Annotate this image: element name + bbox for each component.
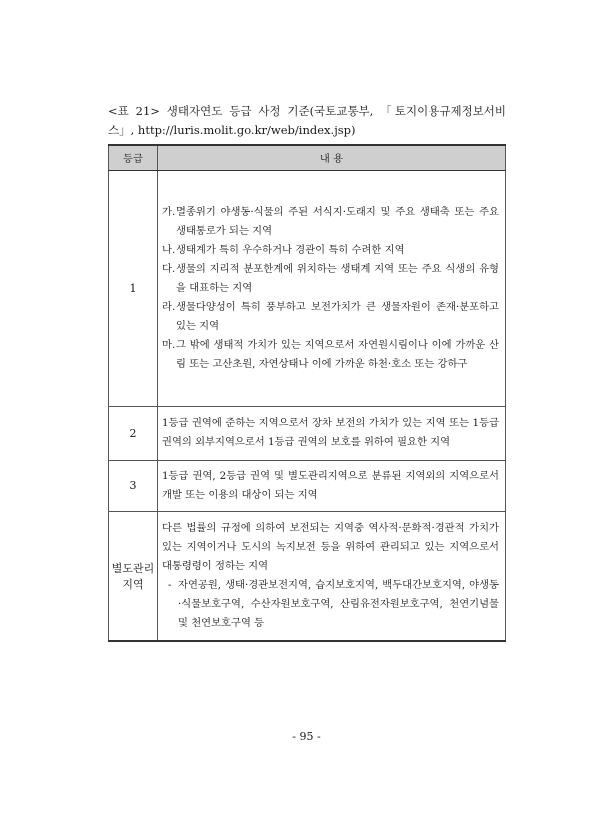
content-cell	[158, 170, 506, 406]
grade-criteria-table	[108, 144, 506, 642]
content-cell	[158, 511, 506, 641]
item-marker: 다.	[162, 262, 176, 275]
content-cell: 1등급 권역, 2등급 권역 및 별도관리지역으로 분류된 지역외의 지역으로서 개발 또는 이용의 대상이 되는 지역	[158, 460, 506, 511]
item-text: 자연공원, 생태·경관보전지역, 습지보호지역, 백두대간보호지역, 야생동·식물보호구역, 수산자원보호구역, 산림유전자원보호구역, 천연기념물 및 천연보호구역 등	[178, 578, 499, 629]
item-text: 멸종위기 야생동·식물의 주된 서식지·도래지 및 주요 생태축 또는 주요 생태통로가 되는 지역	[176, 205, 499, 237]
list-item	[162, 576, 499, 633]
item-marker: 라.	[162, 300, 176, 313]
header-grade: 등급	[109, 145, 158, 170]
item-marker: 나.	[162, 243, 176, 256]
list-item	[162, 260, 499, 298]
grade-cell: 별도관리 지역	[109, 511, 158, 641]
grade-cell: 1	[109, 170, 158, 406]
table-row	[109, 170, 506, 406]
table-row	[109, 460, 506, 511]
item-text: 생물다양성이 특히 풍부하고 보전가치가 큰 생물자원이 존재·분포하고 있는 지역	[176, 300, 499, 332]
table-caption	[108, 102, 506, 140]
page-number: - 95 -	[292, 730, 321, 743]
table-caption-text: 생태자연도 등급 사정 기준(국토교통부, 「토지이용규제정보서비스」, http://luris.molit.go.kr/web/index.jsp)	[108, 104, 507, 137]
list-item	[162, 336, 499, 374]
table-caption-label: <표 21>	[108, 104, 160, 118]
item-text: 생물의 지리적 분포한계에 위치하는 생태계 지역 또는 주요 식생의 유형을 대표하는 지역	[176, 262, 499, 294]
list-item	[162, 298, 499, 336]
grade-cell: 2	[109, 406, 158, 460]
header-content: 내 용	[158, 145, 506, 170]
item-text: 그 밖에 생태적 가치가 있는 지역으로서 자연원시림이나 이에 가까운 산림 또는 고산초원, 자연상태나 이에 가까운 하천·호소 또는 강하구	[176, 338, 499, 370]
table-header-row	[109, 145, 506, 170]
list-item	[162, 241, 499, 260]
content-text: 다른 법률의 규정에 의하여 보전되는 지역중 역사적·문화적·경관적 가치가 있는 지역이거나 도시의 녹지보전 등을 위하여 관리되고 있는 지역으로서 대통령령이 정하는 지역	[162, 521, 499, 572]
item-marker: -	[168, 578, 172, 591]
list-item	[162, 203, 499, 241]
item-marker: 마.	[162, 338, 176, 351]
item-marker: 가.	[162, 205, 176, 218]
grade-cell: 3	[109, 460, 158, 511]
table-row	[109, 406, 506, 460]
content-cell: 1등급 권역에 준하는 지역으로서 장차 보전의 가치가 있는 지역 또는 1등급 권역의 외부지역으로서 1등급 권역의 보호를 위하여 필요한 지역	[158, 406, 506, 460]
item-text: 생태계가 특히 우수하거나 경관이 특히 수려한 지역	[176, 243, 405, 256]
table-row	[109, 511, 506, 641]
